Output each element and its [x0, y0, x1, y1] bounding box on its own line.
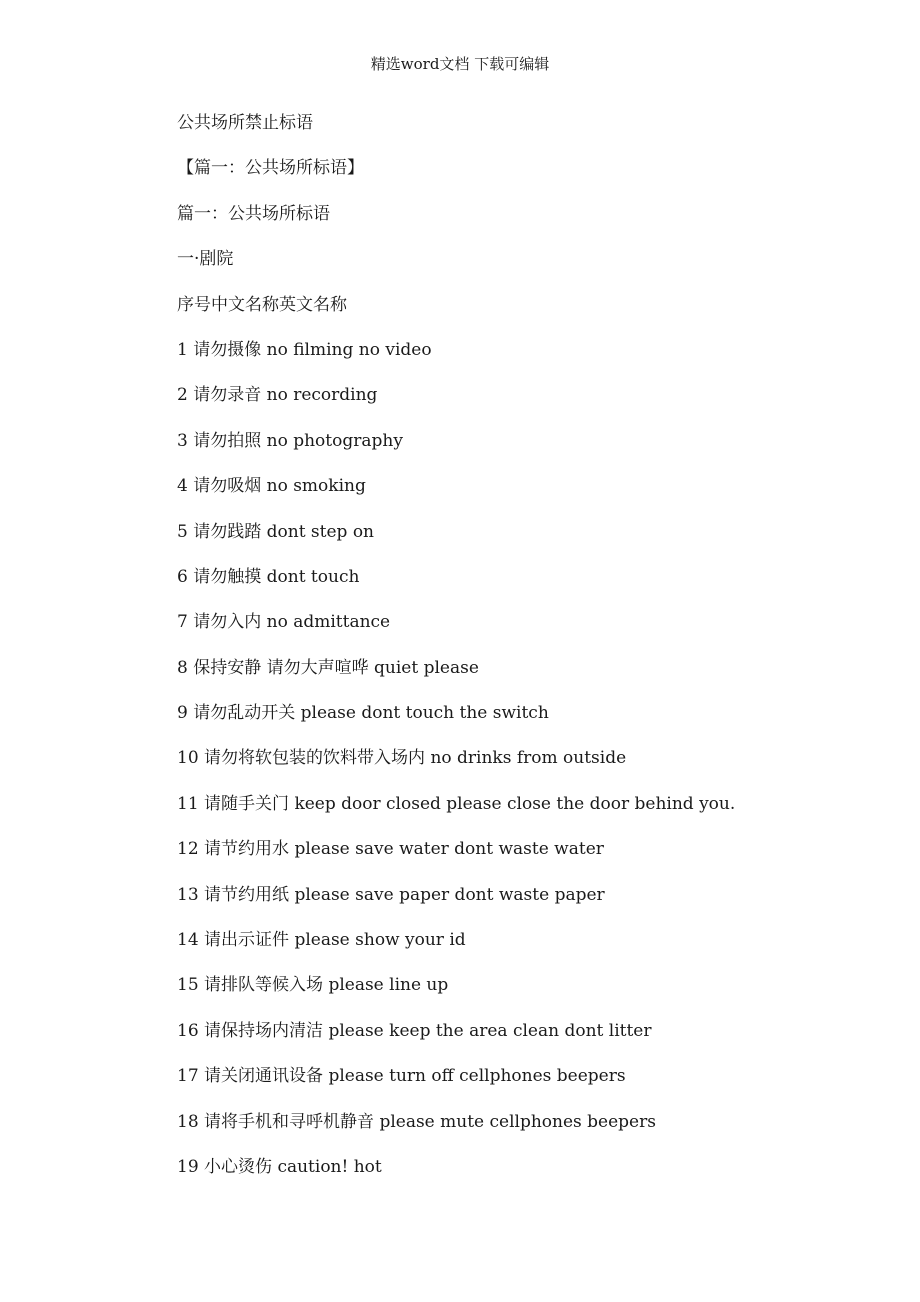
- list-item: 7 请勿入内 no admittance: [177, 612, 391, 633]
- list-item: 14 请出示证件 please show your id: [177, 930, 466, 951]
- list-item: 6 请勿触摸 dont touch: [177, 566, 360, 587]
- list-item: 3 请勿拍照 no photography: [177, 430, 403, 451]
- list-item: 10 请勿将软包装的饮料带入场内 no drinks from outside: [177, 748, 627, 769]
- section-bracket-heading: 【篇一：公共场所标语】: [177, 158, 364, 179]
- list-item: 5 请勿践踏 dont step on: [177, 521, 375, 542]
- list-item: 1 请勿摄像 no filming no video: [177, 339, 432, 360]
- list-item: 9 请勿乱动开关 please dont touch the switch: [177, 703, 549, 724]
- page-header: 精选word文档 下载可编辑: [370, 55, 550, 73]
- document-body: [177, 110, 857, 1199]
- list-item: 12 请节约用水 please save water dont waste water: [177, 839, 604, 860]
- list-item: 8 保持安静 请勿大声喧哗 quiet please: [177, 657, 479, 678]
- list-item: 18 请将手机和寻呼机静音 please mute cellphones beepers: [177, 1111, 656, 1132]
- list-item: 15 请排队等候入场 please line up: [177, 975, 449, 996]
- list-item: 13 请节约用纸 please save paper dont waste paper: [177, 884, 605, 905]
- section-heading: 篇一：公共场所标语: [177, 203, 330, 224]
- document-title: 公共场所禁止标语: [177, 113, 313, 133]
- subsection-heading: 一·剧院: [177, 249, 234, 270]
- list-item: 16 请保持场内清洁 please keep the area clean dont litter: [177, 1020, 652, 1041]
- list-item: 19 小心烫伤 caution! hot: [177, 1156, 382, 1177]
- list-item: 17 请关闭通讯设备 please turn off cellphones beepers: [177, 1066, 626, 1087]
- list-item: 11 请随手关门 keep door closed please close the door behind you.: [177, 793, 736, 814]
- list-item: 4 请勿吸烟 no smoking: [177, 476, 366, 497]
- list-item: 2 请勿录音 no recording: [177, 385, 378, 406]
- table-header: 序号中文名称英文名称: [177, 294, 347, 315]
